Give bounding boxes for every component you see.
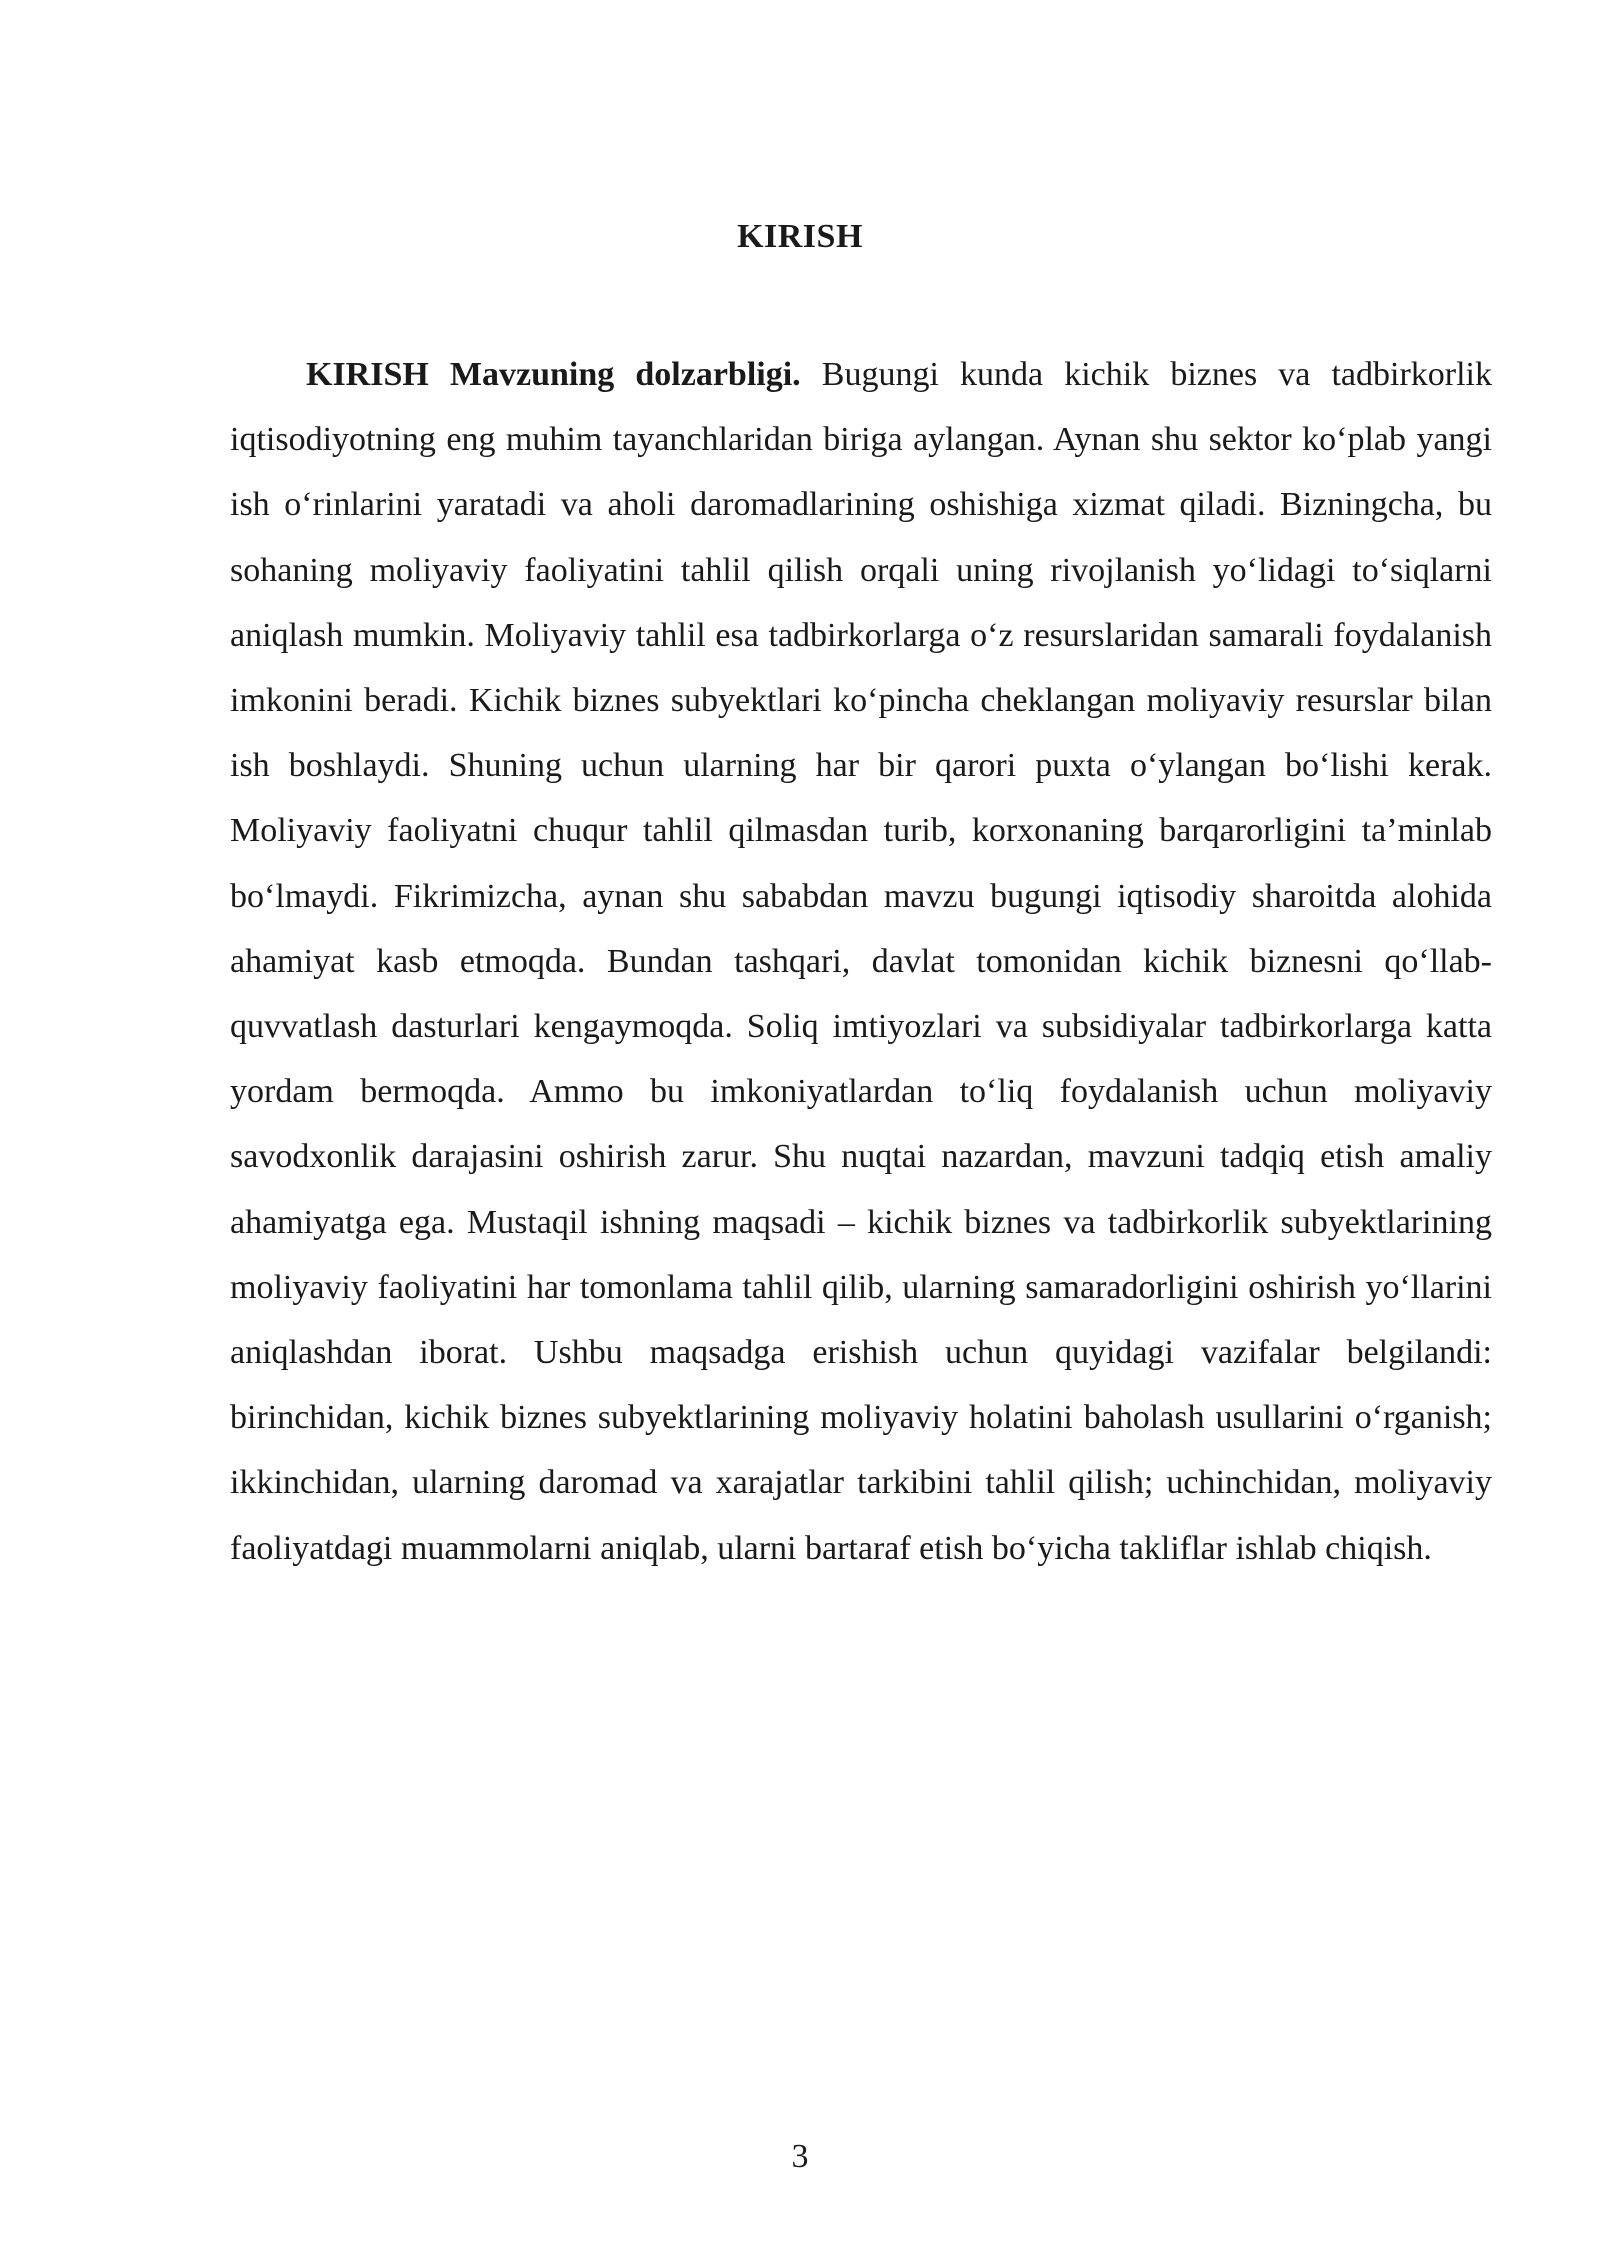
page-number: 3 bbox=[791, 2138, 809, 2175]
body-paragraph bbox=[230, 342, 1492, 1581]
paragraph-text: Bugungi kunda kichik biznes va tadbirkorlik iqtisodiyotning eng muhim tayanchlaridan biriga aylangan. Aynan shu sektor ko‘plab yangi ish o‘rinlarini yaratadi va aholi daromadlarining oshishiga xizmat qiladi. Bizningcha, bu sohaning moliyaviy faoliyatini tahlil qilish orqali uning rivojlanish yo‘lidagi to‘siqlarni aniqlash mumkin. Moliyaviy tahlil esa tadbirkorlarga o‘z resurslaridan samarali foydalanish imkonini beradi. Kichik biznes subyektlari ko‘pincha cheklangan moliyaviy resurslar bilan ish boshlaydi. Shuning uchun ularning har bir qarori puxta o‘ylangan bo‘lishi kerak. Moliyaviy faoliyatni chuqur tahlil qilmasdan turib, korxonaning barqarorligini ta’minlab bo‘lmaydi. Fikrimizcha, aynan shu sababdan mavzu bugungi iqtisodiy sharoitda alohida ahamiyat kasb etmoqda. Bundan tashqari, davlat tomonidan kichik biznesni qo‘llab-quvvatlash dasturlari kengaymoqda. Soliq imtiyozlari va subsidiyalar tadbirkorlarga katta yordam bermoqda. Ammo bu imkoniyatlardan to‘liq foydalanish uchun moliyaviy savodxonlik darajasini oshirish zarur. Shu nuqtai nazardan, mavzuni tadqiq etish amaliy ahamiyatga ega. Mustaqil ishning maqsadi – kichik biznes va tadbirkorlik subyektlarining moliyaviy faoliyatini har tomonlama tahlil qilib, ularning samaradorligini oshirish yo‘llarini aniqlashdan iborat. Ushbu maqsadga erishish uchun quyidagi vazifalar belgilandi: birinchidan, kichik biznes subyektlarining moliyaviy holatini baholash usullarini o‘rganish; ikkinchidan, ularning daromad va xarajatlar tarkibini tahlil qilish; uchinchidan, moliyaviy faoliyatdagi muammolarni aniqlab, ularni bartaraf etish bo‘yicha takliflar ishlab chiqish. bbox=[230, 356, 1493, 1567]
section-heading: KIRISH bbox=[737, 218, 863, 255]
paragraph-lead: KIRISH Mavzuning dolzarbligi. bbox=[306, 356, 801, 393]
